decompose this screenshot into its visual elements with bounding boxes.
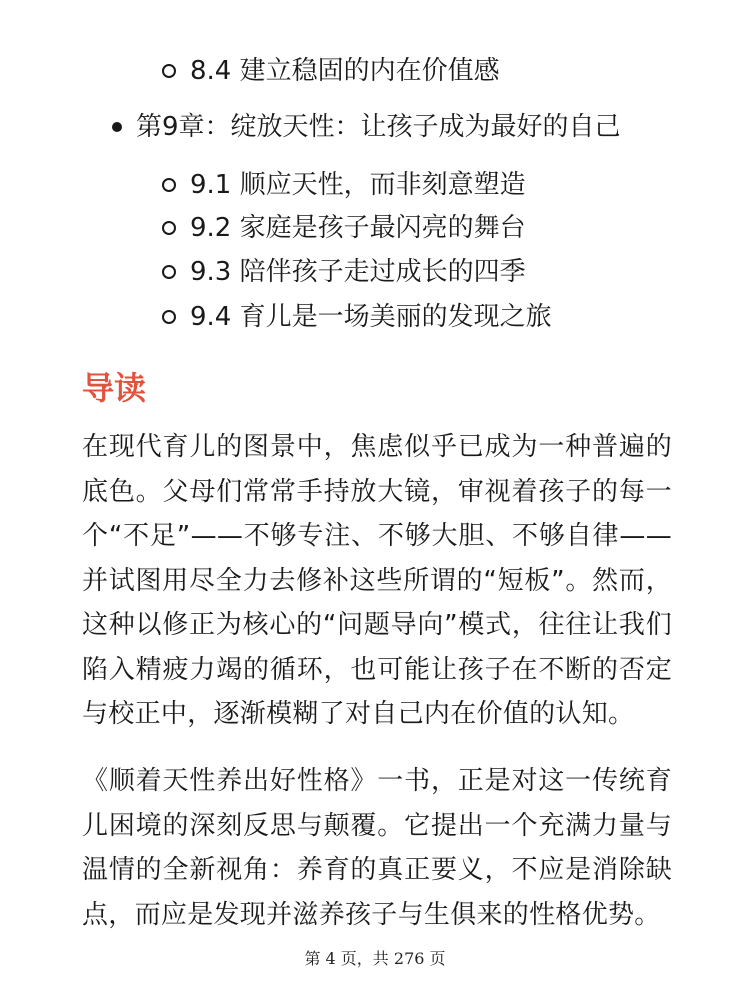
- hollow-bullet-icon: [162, 221, 176, 235]
- toc-sub-item-label: 9.3 陪伴孩子走过成长的四季: [190, 257, 526, 287]
- body-paragraph-2: 《顺着天性养出好性格》一书，正是对这一传统育儿困境的深刻反思与颠覆。它提出一个充满力量与温情的全新视角：养育的真正要义，不应是消除缺点，而应是发现并滋养孩子与生俱来的性格优势。: [82, 766, 672, 930]
- body-paragraph-1: 在现代育儿的图景中，焦虑似乎已成为一种普遍的底色。父母们常常手持放大镜，审视着孩子的每一个“不足”——不够专注、不够大胆、不够自律——并试图用尽全力去修补这些所谓的“短板”。然而，这种以修正为核心的“问题导向”模式，往往让我们陷入精疲力竭的循环，也可能让孩子在不断的否定与校正中，逐渐模糊了对自己内在价值的认知。: [82, 432, 672, 729]
- hollow-bullet-icon: [162, 64, 176, 78]
- toc-chapter-label: 第9章：绽放天性：让孩子成为最好的自己: [136, 112, 621, 142]
- toc-sub-item-9-1[interactable]: [162, 165, 526, 205]
- toc-chapter-9[interactable]: [112, 107, 621, 147]
- toc-sub-item-label: 9.2 家庭是孩子最闪亮的舞台: [190, 213, 526, 243]
- toc-sub-item-label: 9.4 育儿是一场美丽的发现之旅: [190, 302, 552, 332]
- toc-sub-item-8-4[interactable]: [162, 51, 500, 91]
- toc-sub-item-9-3[interactable]: [162, 252, 526, 292]
- filled-bullet-icon: [112, 122, 122, 132]
- toc-sub-item-label: 8.4 建立稳固的内在价值感: [190, 56, 500, 86]
- toc-sub-item-9-4[interactable]: [162, 297, 552, 337]
- hollow-bullet-icon: [162, 265, 176, 279]
- section-heading: 导读: [82, 369, 147, 407]
- toc-sub-item-label: 9.1 顺应天性，而非刻意塑造: [190, 170, 526, 200]
- page-number-footer: 第 4 页，共 276 页: [304, 949, 446, 968]
- toc-sub-item-9-2[interactable]: [162, 208, 526, 248]
- hollow-bullet-icon: [162, 178, 176, 192]
- hollow-bullet-icon: [162, 310, 176, 324]
